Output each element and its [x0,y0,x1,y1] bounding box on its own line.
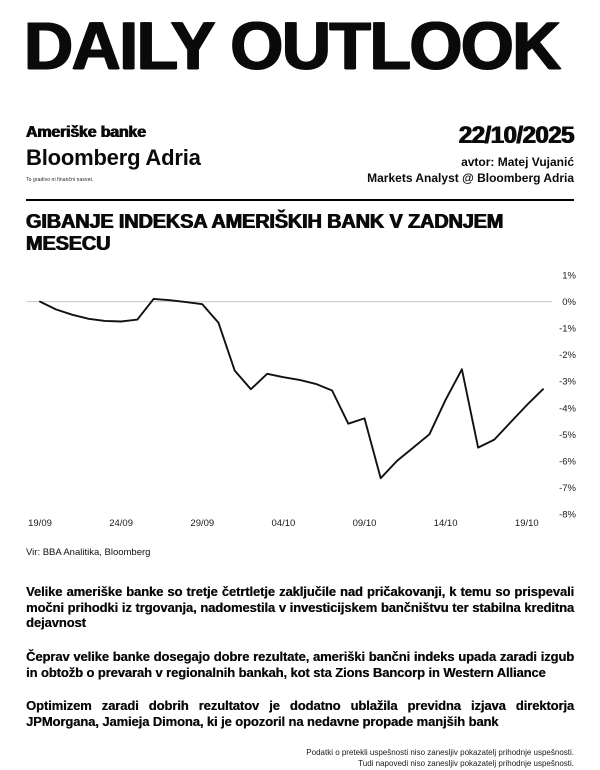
svg-text:19/09: 19/09 [28,518,52,530]
header-meta-row [26,124,574,185]
topic-label: Ameriške banke [26,124,146,142]
newsletter-page [0,8,600,770]
svg-text:-8%: -8% [559,509,576,521]
article-paragraph: Optimizem zaradi dobrih rezultatov je dodatno ublažila previdna izjava direktorja JPMorgana, Jamieja Dimona, ki je opozoril na nedavne propade manjših bank [26,698,574,729]
chart-source: Vir: BBA Analitika, Bloomberg [26,547,151,559]
svg-text:-3%: -3% [559,376,576,388]
svg-text:14/10: 14/10 [433,518,458,530]
svg-text:-6%: -6% [559,456,576,468]
article-paragraph: Velike ameriške banke so tretje četrtletje zaključile nad pričakovanji, k temu so prispevali močni prihodki iz trgovanja, nadomestila v investicijskem bančništvu ter stabilna kreditna dejavnost [26,584,574,631]
header-meta-right [367,124,574,185]
svg-text:1%: 1% [562,270,576,282]
svg-text:29/09: 29/09 [190,518,215,530]
article-body [26,584,574,729]
svg-text:19/10: 19/10 [514,518,539,530]
svg-text:-7%: -7% [559,483,576,495]
mini-disclaimer: To gradivo ni finančni nasvet. [26,177,94,184]
index-line-chart [0,263,600,533]
legal-line: Tudi napovedi niso zanesljiv pokazatelj prihodnje uspešnosti. [358,759,574,769]
svg-text:04/10: 04/10 [271,518,296,530]
masthead-title: DAILY OUTLOOK [24,8,560,84]
article-paragraph: Čeprav velike banke dosegajo dobre rezultate, ameriški bančni indeks upada zaradi izgub in obtožb o prevarah v regionalnih bankah, kot sta Zions Bancorp in Western Alliance [26,648,574,680]
header-divider [26,199,574,201]
svg-text:0%: 0% [562,297,576,309]
section-heading: GIBANJE INDEKSA AMERIŠKIH BANK V ZADNJEM MESECU [26,211,504,256]
author-role: Markets Analyst @ Bloomberg Adria [367,171,574,186]
svg-text:-4%: -4% [559,403,576,415]
legal-disclaimer [26,747,574,769]
svg-text:-1%: -1% [559,323,576,335]
brand-name: Bloomberg Adria [26,145,201,171]
header-meta-left [26,124,201,183]
svg-text:-2%: -2% [559,350,576,362]
svg-text:-5%: -5% [559,429,576,441]
issue-date: 22/10/2025 [458,122,574,150]
legal-line: Podatki o pretekli uspešnosti niso zanesljiv pokazatelj prihodnje uspešnosti. [306,748,574,758]
svg-text:24/09: 24/09 [109,518,133,530]
author-name: avtor: Matej Vujanić [461,155,574,170]
svg-text:09/10: 09/10 [352,518,377,530]
